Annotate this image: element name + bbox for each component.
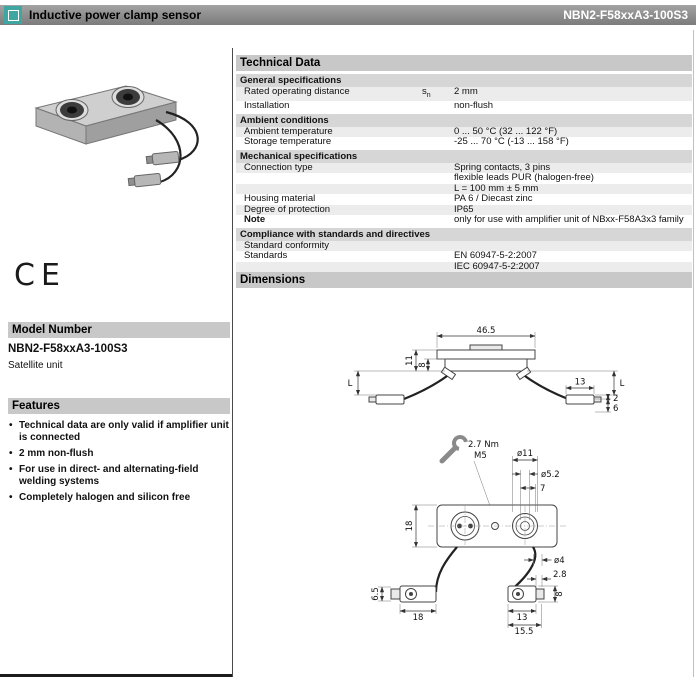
product-photo: [8, 56, 218, 216]
row-label: Degree of protection: [244, 203, 331, 215]
product-part-number: NBN2-F58xxA3-100S3: [563, 8, 688, 22]
product-photo-drawing: [8, 56, 218, 216]
row-value: Spring contacts, 3 pins: [454, 161, 551, 173]
tech-section-title: General specifications: [236, 74, 692, 87]
brand-square-inner: [8, 10, 19, 21]
features-heading: Features: [8, 398, 230, 414]
dim-offset-2: 2: [613, 394, 619, 404]
dim-width-13-top: 13: [574, 377, 586, 388]
dim-overall-width: 46.5: [476, 326, 496, 336]
dim-height-11: 11: [405, 355, 415, 366]
tech-section-title: Mechanical specifications: [236, 150, 692, 163]
socket-right: [112, 87, 144, 108]
dim-height-18: 18: [405, 520, 415, 532]
product-title: Inductive power clamp sensor: [29, 8, 202, 22]
dim-dia-4: ø4: [554, 556, 565, 566]
row-value: EN 60947-5-2:2007: [454, 250, 537, 262]
row-label: Installation: [244, 100, 290, 112]
model-number-heading: Model Number: [8, 322, 230, 338]
row-value: IEC 60947-5-2:2007: [454, 260, 540, 272]
brand-square-icon: [4, 6, 22, 24]
dim-width-13b: 13: [516, 613, 528, 623]
model-number-value: NBN2-F58xxA3-100S3: [8, 343, 128, 355]
cable-2: [156, 120, 181, 182]
tech-section-title: Compliance with standards and directives: [236, 228, 692, 241]
technical-data-heading: Technical Data: [236, 55, 692, 71]
dim-dia-11: ø11: [516, 449, 534, 459]
row-value: 2 mm: [454, 86, 478, 97]
table-row-note: [236, 215, 692, 226]
dim-height-8b: 8: [555, 591, 565, 597]
page-right-edge: [693, 30, 694, 677]
table-row: [236, 101, 692, 112]
feature-item: • Technical data are only valid if amplifier unit is connected: [8, 420, 230, 444]
row-value: L = 100 mm ± 5 mm: [454, 182, 539, 194]
tech-section-compliance: [236, 228, 692, 273]
row-value: PA 6 / Diecast zinc: [454, 193, 533, 205]
side-connector-right: [566, 395, 601, 404]
dim-cable-length-left: L: [347, 379, 353, 389]
row-label: Standards: [244, 250, 288, 262]
row-label: Connection type: [244, 161, 313, 173]
bottom-view-left: [391, 586, 436, 602]
row-label: Standard conformity: [244, 239, 330, 251]
row-label: Note: [244, 214, 266, 226]
page-header: [0, 5, 696, 25]
column-divider: [232, 48, 233, 677]
socket-left: [56, 100, 88, 121]
dim-height-8: 8: [418, 362, 428, 368]
table-row: [236, 262, 692, 273]
features-list: [8, 420, 230, 508]
row-symbol: $s_n$: [422, 86, 431, 99]
row-label: Rated operating distance: [244, 86, 350, 97]
table-row: [236, 87, 692, 101]
feature-item: • For use in direct- and alternating-field welding systems: [8, 464, 230, 488]
dimension-drawing: [312, 298, 692, 643]
dim-tip-2-8: 2.8: [553, 570, 567, 580]
bottom-view-right: [508, 586, 544, 602]
cable-connector-1: [146, 151, 179, 165]
row-label: Housing material: [244, 193, 316, 205]
side-view: [369, 345, 601, 404]
tech-section-title: Ambient conditions: [236, 114, 692, 127]
tech-section-mechanical: [236, 150, 692, 226]
row-value: only for use with amplifier unit of NBxx-F58A3x3 family: [454, 214, 684, 226]
sensor-body: [36, 86, 176, 144]
table-row: [236, 137, 692, 148]
row-value: flexible leads PUR (halogen-free): [454, 172, 594, 184]
dim-depth-7: 7: [540, 484, 546, 494]
dim-thread: M5: [474, 451, 487, 461]
row-value: IP65: [454, 203, 474, 215]
row-label: Ambient temperature: [244, 125, 333, 137]
dim-torque: 2.7 Nm: [468, 440, 499, 450]
technical-data-table: [236, 72, 692, 272]
dim-offset-6: 6: [613, 404, 619, 414]
dim-width-15-5: 15.5: [514, 627, 534, 637]
row-value: -25 ... 70 °C (-13 ... 158 °F): [454, 136, 569, 148]
dim-tip-6-5: 6.5: [371, 587, 381, 601]
model-number-subtitle: Satellite unit: [8, 360, 63, 371]
dim-dia-5-2: ø5.2: [541, 470, 560, 480]
side-connector-left: [369, 395, 404, 404]
dimensions-heading: Dimensions: [236, 272, 692, 288]
tech-section-ambient: [236, 114, 692, 148]
feature-item: • 2 mm non-flush: [8, 448, 230, 460]
cable-connector-2: [128, 173, 161, 187]
row-label: Storage temperature: [244, 136, 332, 148]
row-value: non-flush: [454, 100, 494, 112]
feature-item: • Completely halogen and silicon free: [8, 492, 230, 504]
tech-section-general: [236, 74, 692, 112]
dim-cable-length-right: L: [619, 379, 625, 389]
dim-width-18: 18: [412, 613, 424, 623]
ce-mark: CE: [14, 258, 66, 293]
front-view: [428, 505, 566, 547]
row-value: 0 ... 50 °C (32 ... 122 °F): [454, 125, 558, 137]
wrench-icon: [442, 436, 467, 461]
